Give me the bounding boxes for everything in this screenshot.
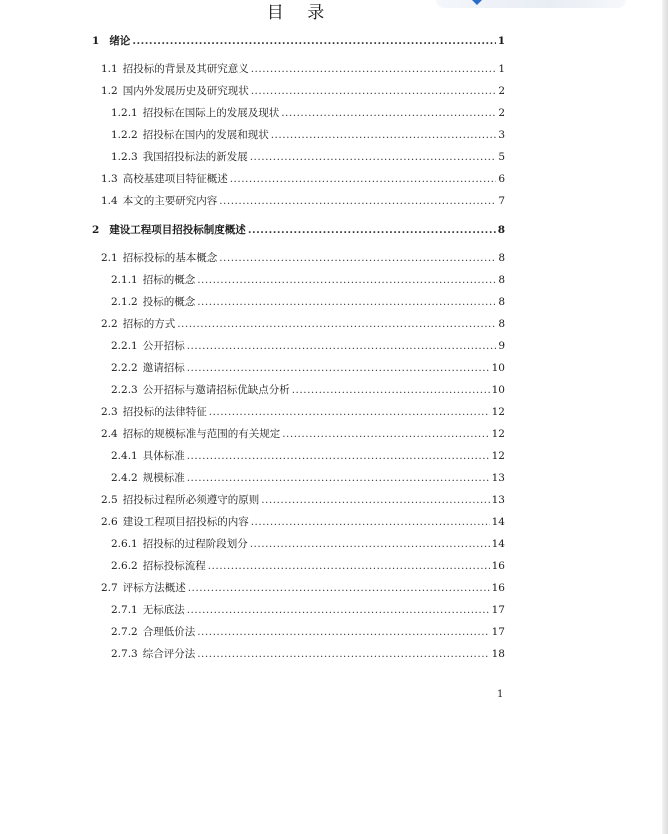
dot-leader xyxy=(230,173,497,186)
toc-entry[interactable] xyxy=(92,472,505,485)
toc-entry-page: 8 xyxy=(498,252,505,264)
toc-entry-text: 招标的概念 xyxy=(142,274,196,286)
dot-leader xyxy=(281,107,496,120)
dot-leader xyxy=(197,648,489,661)
toc-entry-text: 招标投标流程 xyxy=(142,560,206,572)
toc-entry-number: 2.4.1 xyxy=(111,450,138,462)
toc-entry-number: 2.1.2 xyxy=(111,296,138,308)
toc-entry-number: 2.6 xyxy=(101,516,118,528)
toc-entry[interactable] xyxy=(92,648,505,661)
toc-entry-page: 13 xyxy=(491,472,505,484)
toc-entry[interactable] xyxy=(92,173,505,186)
toc-entry-label xyxy=(92,35,130,48)
toc-entry[interactable] xyxy=(92,604,505,617)
dot-leader xyxy=(187,472,490,485)
toc-entry[interactable] xyxy=(92,538,505,551)
toc-entry-label xyxy=(92,224,246,237)
toc-entry-text: 招标投标的基本概念 xyxy=(122,252,218,264)
toc-entry-page: 9 xyxy=(498,340,505,352)
dot-leader xyxy=(187,362,490,375)
toc-entry-page: 10 xyxy=(491,362,505,374)
toc-entry[interactable] xyxy=(92,107,505,120)
toc-entry-label xyxy=(101,85,249,98)
toc-entry-text: 招投标在国际上的发展及现状 xyxy=(142,107,280,119)
dot-leader xyxy=(219,195,496,208)
toc-entry-label xyxy=(101,406,207,419)
toc-entry[interactable] xyxy=(92,129,505,142)
toc-entry-text: 招投标的背景及其研究意义 xyxy=(122,63,249,75)
toc-entry-number: 1.2.1 xyxy=(111,107,138,119)
toc-entry-label xyxy=(101,494,259,507)
dot-leader xyxy=(209,406,490,419)
toc-entry-label xyxy=(111,648,195,661)
toc-entry-text: 国内外发展历史及研究现状 xyxy=(122,85,249,97)
dot-leader xyxy=(250,151,497,164)
dot-leader xyxy=(219,252,496,265)
toc-entry-number: 2 xyxy=(92,224,100,236)
dot-leader xyxy=(187,340,497,353)
dot-leader xyxy=(251,63,497,76)
toc-entry-label xyxy=(101,318,175,331)
toc-entry-page: 8 xyxy=(497,224,505,236)
toc-entry[interactable] xyxy=(92,224,505,237)
toc-entry[interactable] xyxy=(92,406,505,419)
dot-leader xyxy=(208,560,490,573)
dot-leader xyxy=(187,604,490,617)
toc-entry-page: 12 xyxy=(491,450,505,462)
dot-leader xyxy=(197,296,496,309)
toc-entry-page: 12 xyxy=(491,428,505,440)
toc-entry-label xyxy=(101,428,280,441)
toc-entry-label xyxy=(101,516,249,529)
toc-entry-number: 2.5 xyxy=(101,494,118,506)
toc-entry[interactable] xyxy=(92,35,505,48)
toc-entry-number: 1.1 xyxy=(101,63,118,75)
toc-entry-number: 2.2.2 xyxy=(111,362,138,374)
toc-entry-text: 招投标的过程阶段划分 xyxy=(142,538,248,550)
toc-entry[interactable] xyxy=(92,296,505,309)
page-number: 1 xyxy=(497,689,504,700)
toc-entry[interactable] xyxy=(92,428,505,441)
toc-entry-label xyxy=(101,582,186,595)
dot-leader xyxy=(187,450,490,463)
toc-entry-number: 2.4 xyxy=(101,428,118,440)
toc-entry-page: 17 xyxy=(491,626,505,638)
toc-entry-page: 16 xyxy=(491,560,505,572)
toc-entry-label xyxy=(101,63,249,76)
toc-entry-label xyxy=(111,296,195,309)
toc-entry-text: 公开招标与邀请招标优缺点分析 xyxy=(142,384,290,396)
toc-entry-number: 2.6.2 xyxy=(111,560,138,572)
toc-entry-label xyxy=(111,450,185,463)
toc-entry[interactable] xyxy=(92,151,505,164)
toc-entry-label xyxy=(111,604,185,617)
dot-leader xyxy=(271,129,497,142)
toc-entry-number: 1.2 xyxy=(101,85,118,97)
toc-entry-number: 2.2 xyxy=(101,318,118,330)
toc-entry-label xyxy=(111,626,195,639)
dot-leader xyxy=(250,538,490,551)
toc-entry-text: 邀请招标 xyxy=(142,362,185,374)
toc-entry-number: 1 xyxy=(92,35,100,47)
toc-entry-page: 5 xyxy=(498,151,505,163)
toc-entry[interactable] xyxy=(92,85,505,98)
toc-entry-text: 招投标在国内的发展和现状 xyxy=(142,129,269,141)
toc-entry-text: 无标底法 xyxy=(142,604,185,616)
dot-leader xyxy=(197,274,496,287)
toc-entry-text: 合理低价法 xyxy=(142,626,196,638)
toc-entry-text: 建设工程项目招投标的内容 xyxy=(122,516,249,528)
toc-entry-number: 2.7.2 xyxy=(111,626,138,638)
toc-entry[interactable] xyxy=(92,582,505,595)
toc-entry-page: 14 xyxy=(491,538,505,550)
toc-entry-page: 7 xyxy=(498,195,505,207)
toc-entry-page: 17 xyxy=(491,604,505,616)
toc-entry-label xyxy=(111,538,248,551)
toc-entry-number: 1.2.3 xyxy=(111,151,138,163)
toc-entry-text: 招标的规模标准与范围的有关规定 xyxy=(122,428,281,440)
toc-entry-number: 2.3 xyxy=(101,406,118,418)
toc-entry-label xyxy=(111,107,279,120)
toc-entry-text: 投标的概念 xyxy=(142,296,196,308)
toc-entry-text: 招投标过程所必须遵守的原则 xyxy=(122,494,260,506)
toc-entry-number: 2.1.1 xyxy=(111,274,138,286)
toc-entry-label xyxy=(111,560,206,573)
toc-entry[interactable] xyxy=(92,195,505,208)
dot-leader xyxy=(197,626,489,639)
toc-entry-page: 18 xyxy=(491,648,505,660)
toc-entry-page: 8 xyxy=(498,318,505,330)
toc-entry[interactable] xyxy=(92,63,505,76)
toc-entry-text: 建设工程项目招投标制度概述 xyxy=(109,224,246,236)
toc-entry[interactable] xyxy=(92,340,505,353)
toc-entry-label xyxy=(111,274,195,287)
toc-entry-text: 我国招投标法的新发展 xyxy=(142,151,248,163)
dot-leader xyxy=(248,224,496,237)
toc-entry-number: 2.7 xyxy=(101,582,118,594)
toc-entry-label xyxy=(101,173,228,186)
toc-entry[interactable] xyxy=(92,274,505,287)
dot-leader xyxy=(251,516,490,529)
toc-entry[interactable] xyxy=(92,560,505,573)
toc-entry-text: 招标的方式 xyxy=(122,318,176,330)
toc-entry-page: 3 xyxy=(498,129,505,141)
dot-leader xyxy=(188,582,490,595)
toc-entry-label xyxy=(111,472,185,485)
toc-entry-page: 8 xyxy=(498,296,505,308)
page-edge-shadow xyxy=(662,0,668,834)
toc-entry-page: 1 xyxy=(497,35,505,47)
toc-entry-page: 16 xyxy=(491,582,505,594)
toc-entry[interactable] xyxy=(92,494,505,507)
toc-entry[interactable] xyxy=(92,626,505,639)
dot-leader xyxy=(251,85,497,98)
page-title: 目 录 xyxy=(266,3,334,23)
toc-entry-label xyxy=(101,195,217,208)
toc-entry-page: 2 xyxy=(498,85,505,97)
dot-leader xyxy=(292,384,490,397)
toc-entry-page: 1 xyxy=(498,63,505,75)
toc-entry-number: 1.2.2 xyxy=(111,129,138,141)
toc-entry-page: 13 xyxy=(491,494,505,506)
toc-entry[interactable] xyxy=(92,362,505,375)
toc-entry-label xyxy=(111,384,290,397)
toc-entry[interactable] xyxy=(92,318,505,331)
toc-entry-page: 6 xyxy=(498,173,505,185)
toc-entry-number: 2.2.3 xyxy=(111,384,138,396)
dot-leader xyxy=(177,318,496,331)
toc-entry-number: 1.4 xyxy=(101,195,118,207)
toc-entry-text: 评标方法概述 xyxy=(122,582,186,594)
toc-entry-label xyxy=(111,129,269,142)
toc-entry-number: 1.3 xyxy=(101,173,118,185)
dot-leader xyxy=(282,428,489,441)
toc-entry-number: 2.7.3 xyxy=(111,648,138,660)
toc-entry-page: 12 xyxy=(491,406,505,418)
toc-entry[interactable] xyxy=(92,252,505,265)
toc-entry-text: 具体标准 xyxy=(142,450,185,462)
toc-entry-text: 招投标的法律特征 xyxy=(122,406,207,418)
toc-entry-page: 14 xyxy=(491,516,505,528)
toc-entry-text: 综合评分法 xyxy=(142,648,196,660)
toc-entry-text: 本文的主要研究内容 xyxy=(122,195,218,207)
toc-entry-label xyxy=(111,362,185,375)
toc-entry-page: 8 xyxy=(498,274,505,286)
toc-entry-text: 高校基建项目特征概述 xyxy=(122,173,228,185)
toc-entry-label xyxy=(111,151,248,164)
toc-entry-number: 2.6.1 xyxy=(111,538,138,550)
toc-entry-text: 公开招标 xyxy=(142,340,185,352)
toc-entry-label xyxy=(111,340,185,353)
toc-entry-number: 2.2.1 xyxy=(111,340,138,352)
toc-entry-number: 2.7.1 xyxy=(111,604,138,616)
toc-entry-page: 2 xyxy=(498,107,505,119)
toc-entry-number: 2.1 xyxy=(101,252,118,264)
toc-entry-label xyxy=(101,252,217,265)
dot-leader xyxy=(261,494,489,507)
toc-entry-page: 10 xyxy=(491,384,505,396)
toc-entry[interactable] xyxy=(92,384,505,397)
toc-entry-text: 绪论 xyxy=(109,35,131,47)
toc-entry-number: 2.4.2 xyxy=(111,472,138,484)
toc-entry-text: 规模标准 xyxy=(142,472,185,484)
toc-entry[interactable] xyxy=(92,516,505,529)
dot-leader xyxy=(132,35,495,48)
toc-entry[interactable] xyxy=(92,450,505,463)
